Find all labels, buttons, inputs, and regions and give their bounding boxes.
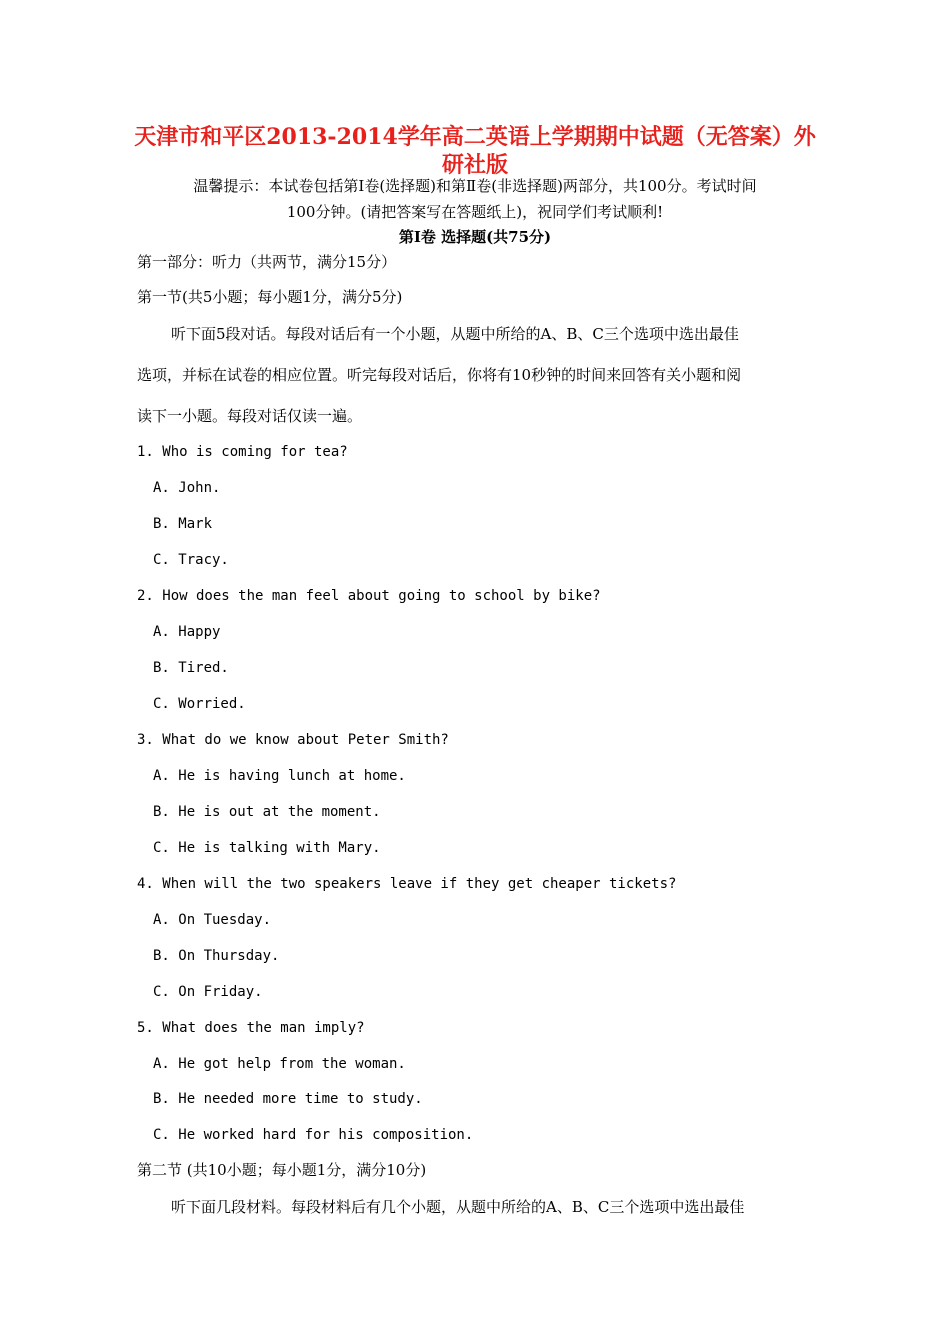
question-2-option-a: A. Happy (153, 624, 221, 640)
question-3-option-b: B. He is out at the moment. (153, 804, 381, 820)
section1-instruction-line-2: 选项，并标在试卷的相应位置。听完每段对话后，你将有10秒钟的时间来回答有关小题和阅 (137, 366, 742, 384)
question-5-option-a: A. He got help from the woman. (153, 1056, 406, 1072)
document-title-line-1: 天津市和平区2013-2014学年高二英语上学期期中试题（无答案）外 (134, 124, 816, 150)
question-5-option-c: C. He worked hard for his composition. (153, 1127, 474, 1143)
question-1-option-c: C. Tracy. (153, 552, 229, 568)
exam-tip-line-2: 100分钟。(请把答案写在答题纸上)，祝同学们考试顺利! (286, 203, 664, 221)
volume-heading: 第Ⅰ卷 选择题(共75分) (398, 228, 552, 246)
question-5: 5. What does the man imply? (137, 1020, 365, 1036)
question-4-option-c: C. On Friday. (153, 984, 263, 1000)
section2-heading: 第二节 (共10小题；每小题1分，满分10分) (137, 1161, 427, 1179)
question-3-option-c: C. He is talking with Mary. (153, 840, 381, 856)
question-2-option-c: C. Worried. (153, 696, 246, 712)
document-title-line-2: 研社版 (441, 152, 508, 178)
question-1-option-a: A. John. (153, 480, 221, 496)
section1-instruction-line-1: 听下面5段对话。每段对话后有一个小题，从题中所给的A、B、C三个选项中选出最佳 (171, 325, 739, 343)
question-5-option-b: B. He needed more time to study. (153, 1091, 423, 1107)
question-3-option-a: A. He is having lunch at home. (153, 768, 406, 784)
section2-instruction-line-1: 听下面几段材料。每段材料后有几个小题，从题中所给的A、B、C三个选项中选出最佳 (171, 1198, 745, 1216)
section1-instruction-line-3: 读下一小题。每段对话仅读一遍。 (137, 407, 363, 425)
exam-tip-line-1: 温馨提示：本试卷包括第Ⅰ卷(选择题)和第Ⅱ卷(非选择题)两部分，共100分。考试时间 (193, 177, 757, 195)
part1-heading: 第一部分：听力（共两节，满分15分） (137, 253, 397, 271)
section1-heading: 第一节(共5小题；每小题1分，满分5分) (137, 288, 403, 306)
question-2-option-b: B. Tired. (153, 660, 229, 676)
question-4-option-a: A. On Tuesday. (153, 912, 272, 928)
question-2: 2. How does the man feel about going to school by bike? (137, 588, 601, 604)
question-1: 1. Who is coming for tea? (137, 444, 348, 460)
question-1-option-b: B. Mark (153, 516, 213, 532)
question-4-option-b: B. On Thursday. (153, 948, 280, 964)
question-4: 4. When will the two speakers leave if they get cheaper tickets? (137, 876, 677, 892)
question-3: 3. What do we know about Peter Smith? (137, 732, 449, 748)
